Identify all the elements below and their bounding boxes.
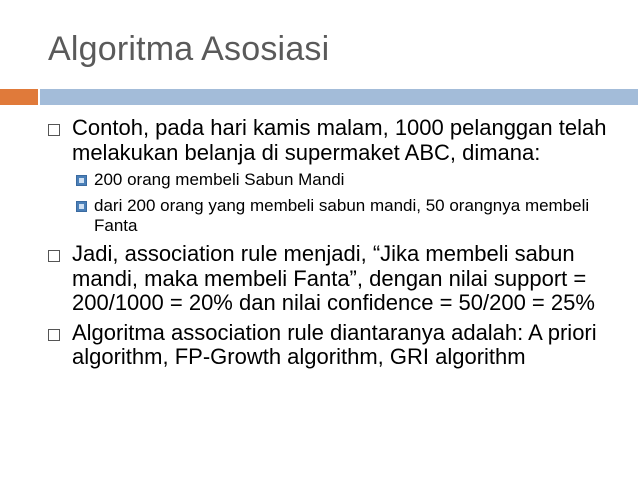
bullet-item	[46, 116, 626, 165]
square-bullet-icon	[48, 250, 60, 262]
slide-title: Algoritma Asosiasi	[48, 30, 330, 68]
square-bullet-icon	[48, 329, 60, 341]
slide-body	[46, 116, 626, 375]
bullet-text: Jadi, association rule menjadi, “Jika membeli sabun mandi, maka membeli Fanta”, dengan nilai support = 200/1000 = 20% dan nilai confidence = 50/200 = 25%	[72, 241, 595, 315]
sub-bullet-text: dari 200 orang yang membeli sabun mandi, 50 orangnya membeli Fanta	[94, 196, 590, 235]
sub-bullet-item	[72, 196, 626, 236]
bullet-text: Contoh, pada hari kamis malam, 1000 pelanggan telah melakukan belanja di supermaket ABC, dimana:	[72, 115, 607, 165]
bullet-item	[46, 242, 626, 316]
bullet-item	[46, 321, 626, 370]
filled-square-bullet-icon	[76, 201, 87, 212]
bullet-text: Algoritma association rule diantaranya adalah: A priori algorithm, FP-Growth algorithm, GRI algorithm	[72, 319, 597, 369]
title-accent-bar	[0, 89, 38, 105]
title-underline-bar	[40, 89, 638, 105]
filled-square-bullet-icon	[76, 175, 87, 186]
sub-bullet-text: 200 orang membeli Sabun Mandi	[94, 170, 345, 189]
square-bullet-icon	[48, 124, 60, 136]
sub-bullet-item	[72, 170, 626, 190]
